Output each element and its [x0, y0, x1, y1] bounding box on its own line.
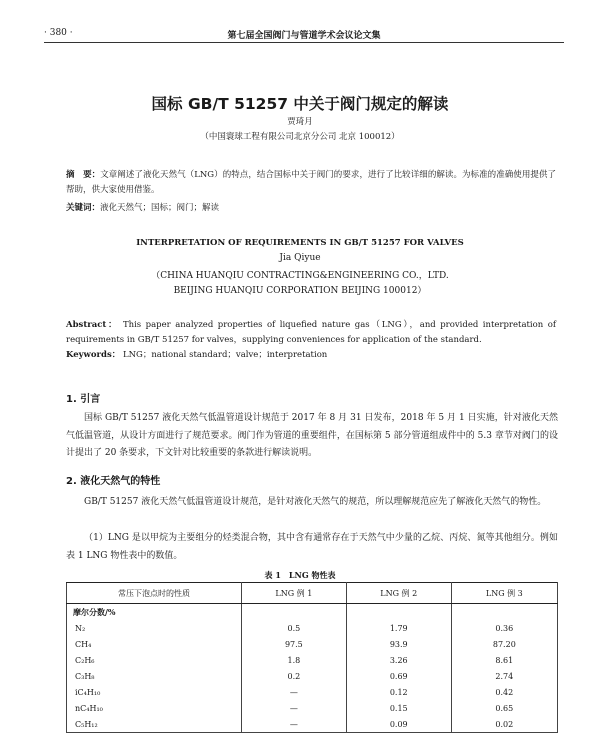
keywords-en-text: LNG；national standard；valve；interpretation [122, 350, 328, 360]
table-cell: 0.69 [346, 668, 451, 684]
abstract-en-text: This paper analyzed properties of liquefied nature gas（LNG），and provided interpretation of requirements in GB/T 51257 for valves，supplying conveniences for application of the standard. [66, 320, 556, 345]
table-cell: 97.5 [241, 636, 346, 652]
table-row [67, 684, 558, 700]
abstract-en [66, 318, 556, 348]
table-cell [241, 604, 346, 621]
affiliation-en-line-1: （CHINA HUANQIU CONTRACTING&ENGINEERING CO.，LTD. [151, 271, 449, 281]
table-cell: 3.26 [346, 652, 451, 668]
journal-title: 第七届全国阀门与管道学术会议论文集 [227, 31, 381, 41]
table-cell: 87.20 [451, 636, 557, 652]
table-row [67, 668, 558, 684]
component-name: nC₄H₁₀ [67, 700, 242, 716]
table-cell: 0.65 [451, 700, 557, 716]
section-2-paragraph-2: （1）LNG 是以甲烷为主要组分的烃类混合物，其中含有通常存在于天然气中少量的乙烷、丙烷、氮等其他组分。例如表 1 LNG 物性表中的数值。 [66, 533, 558, 561]
page-number: · 380 · [44, 28, 73, 38]
keywords-cn-text: 液化天然气；国标；阀门；解读 [100, 203, 220, 213]
table-cell: — [241, 684, 346, 700]
section-2-heading: 2. 液化天然气的特性 [66, 476, 161, 487]
table-group-row [67, 604, 558, 621]
table-row [67, 716, 558, 733]
author-en: Jia Qiyue [279, 253, 321, 263]
component-name: iC₄H₁₀ [67, 684, 242, 700]
table-row [67, 700, 558, 716]
table-cell: 0.42 [451, 684, 557, 700]
table-row [67, 636, 558, 652]
keywords-cn-label: 关键词： [66, 203, 101, 213]
abstract-en-label: Abstract： [66, 320, 119, 330]
table-group-label: 摩尔分数/% [67, 604, 242, 621]
running-header [44, 26, 564, 43]
table-cell: 0.15 [346, 700, 451, 716]
component-name: C₃H₈ [67, 668, 242, 684]
table-cell: 0.36 [451, 620, 557, 636]
component-name: C₅H₁₂ [67, 716, 242, 733]
paper-title-en: INTERPRETATION OF REQUIREMENTS IN GB/T 51257 FOR VALVES [136, 238, 464, 248]
keywords-en [66, 348, 556, 363]
table-header-row [67, 583, 558, 604]
table-cell: 2.74 [451, 668, 557, 684]
abstract-cn-label: 摘 要： [66, 170, 101, 180]
table-header-cell: LNG 例 1 [241, 583, 346, 604]
table-cell: 93.9 [346, 636, 451, 652]
table-cell: — [241, 700, 346, 716]
table-1-caption: 表 1 LNG 物性表 [264, 570, 336, 580]
table-header-cell: LNG 例 3 [451, 583, 557, 604]
table-row [67, 652, 558, 668]
table-cell: 8.61 [451, 652, 557, 668]
lng-property-table [66, 582, 558, 733]
table-cell: 0.2 [241, 668, 346, 684]
section-1-paragraph: 国标 GB/T 51257 液化天然气低温管道设计规范于 2017 年 8 月 31 日发布，2018 年 5 月 1 日实施，针对液化天然气低温管道，从设计方面进行了规范要求。阀门作为管道的重要组件，在国标第 5 部分管道组成件中的 5.3 章节对阀门的设计提出了 20 条要求，下文针对比较重要的条款进行解读说明。 [66, 413, 558, 458]
table-cell: 0.5 [241, 620, 346, 636]
keywords-cn [66, 201, 556, 216]
table-cell [451, 604, 557, 621]
section-1-heading: 1. 引言 [66, 394, 101, 405]
abstract-cn [66, 168, 556, 198]
table-cell: 0.02 [451, 716, 557, 733]
abstract-cn-text: 文章阐述了液化天然气（LNG）的特点，结合国标中关于阀门的要求，进行了比较详细的解读。为标准的准确使用提供了帮助，供大家使用借鉴。 [66, 170, 556, 195]
component-name: N₂ [67, 620, 242, 636]
component-name: CH₄ [67, 636, 242, 652]
author-cn: 贾琦月 [287, 117, 313, 127]
component-name: C₂H₆ [67, 652, 242, 668]
table-row [67, 620, 558, 636]
section-2-paragraph-1: GB/T 51257 液化天然气低温管道设计规范，是针对液化天然气的规范，所以理解规范应先了解液化天然气的物性。 [84, 497, 547, 507]
affiliation-cn: （中国寰球工程有限公司北京分公司 北京 100012） [200, 132, 400, 142]
table-cell [346, 604, 451, 621]
table-cell: 0.09 [346, 716, 451, 733]
table-cell: 0.12 [346, 684, 451, 700]
keywords-en-label: Keywords： [66, 350, 121, 360]
paper-title-cn: 国标 GB/T 51257 中关于阀门规定的解读 [151, 95, 449, 113]
table-header-cell: 常压下泡点时的性质 [67, 583, 242, 604]
table-cell: 1.8 [241, 652, 346, 668]
table-header-cell: LNG 例 2 [346, 583, 451, 604]
table-cell: — [241, 716, 346, 733]
affiliation-en-line-2: BEIJING HUANQIU CORPORATION BEIJING 100012） [173, 286, 427, 296]
table-cell: 1.79 [346, 620, 451, 636]
